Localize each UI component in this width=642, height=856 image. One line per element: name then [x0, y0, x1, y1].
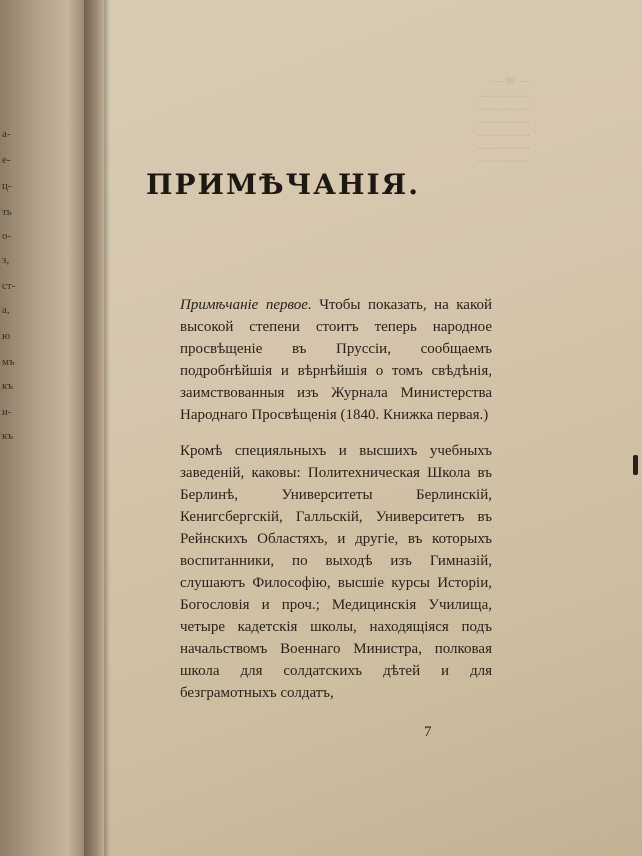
- bleed-line: ...................: [477, 101, 530, 113]
- paragraph-first-note: [180, 294, 492, 426]
- edge-mark: [633, 455, 638, 475]
- bleed-line: ...................: [477, 153, 530, 165]
- note-lead: Примѣчаніе первое.: [180, 297, 312, 313]
- bleed-line: — 98 —: [491, 75, 530, 87]
- margin-fragment: а,: [2, 304, 10, 316]
- bleed-through-text: [290, 75, 530, 255]
- margin-fragment: къ: [2, 430, 14, 442]
- page-heading: ПРИМѢЧАНІЯ.: [146, 168, 420, 201]
- bleed-line: ...................: [477, 88, 530, 100]
- margin-fragment: ть: [2, 206, 12, 218]
- note-text: Чтобы показать, на какой высокой степени стоитъ теперь народное просвѣщеніе въ Пруссіи, сообщаемъ подробнѣйшія и вѣрнѣйшія о томъ свѣдѣнія, заимствованныя изъ Журнала Министерства Народнаго Просвѣщенія (1840. Книжка первая.): [180, 297, 492, 423]
- margin-fragment: ю: [2, 330, 11, 342]
- margin-fragment: ц-: [2, 180, 12, 192]
- book-gutter: [84, 0, 104, 856]
- margin-fragment: а-: [2, 128, 11, 140]
- body-text: [180, 294, 492, 704]
- paragraph-second: Кромѣ специяльныхъ и высшихъ учебныхъ заведеній, каковы: Политехническая Школа въ Берлинѣ, Университеты Берлинскій, Кенигсбергскій, Галльскій, Университетъ въ Рейнскихъ Областяхъ, и другіе, въ которыхъ воспитанники, по выходѣ изъ Гимназій, слушаютъ Философію, высшіе курсы Исторіи, Богословія и проч.; Медицинскія Училища, четыре кадетскія школы, находящіяся подъ начальствомъ Военнаго Министра, полковая школа для солдатскихъ дѣтей и для безграмотныхъ солдатъ,: [180, 443, 492, 701]
- margin-fragment: о-: [2, 230, 12, 242]
- bleed-line: ...................: [477, 127, 530, 139]
- margin-fragment: з,: [2, 254, 10, 266]
- margin-fragment: и-: [2, 406, 12, 418]
- margin-fragment: ст-: [2, 280, 16, 292]
- page-number: 7: [424, 724, 432, 740]
- margin-fragment: къ: [2, 380, 14, 392]
- bleed-line: ...................: [477, 140, 530, 152]
- left-page: [0, 0, 84, 856]
- page-crease-shadow: [104, 0, 110, 856]
- margin-fragment: мъ: [2, 356, 15, 368]
- bleed-line: ...................: [477, 114, 530, 126]
- margin-fragment: е-: [2, 154, 11, 166]
